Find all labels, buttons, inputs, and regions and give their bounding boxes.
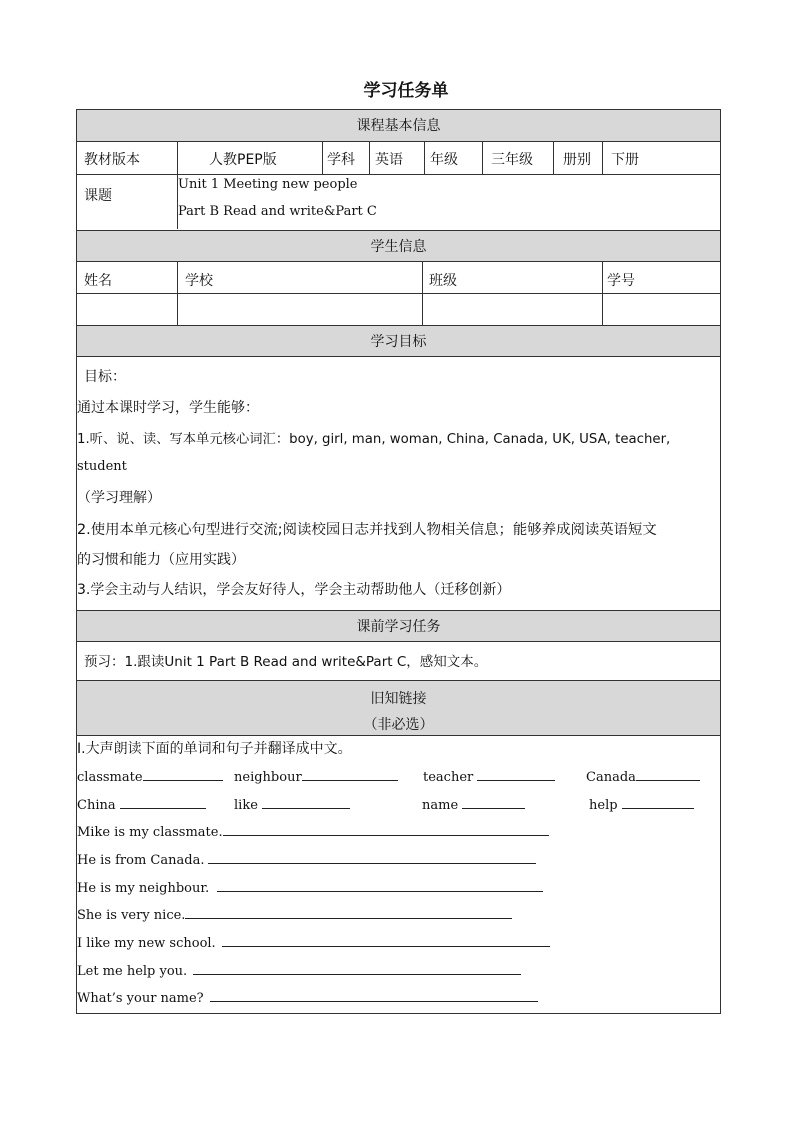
goal-item-1-level: （学习理解） <box>77 490 161 506</box>
translation-blank[interactable] <box>185 906 512 919</box>
word-item: China <box>77 796 206 813</box>
section-header-review <box>77 681 720 736</box>
grade-value: 三年级 <box>491 152 533 168</box>
review-instruction: I.大声朗读下面的单词和句子并翻译成中文。 <box>77 741 352 757</box>
student-class-field[interactable] <box>423 294 601 324</box>
student-id-label: 学号 <box>607 273 635 289</box>
student-name-field[interactable] <box>78 294 176 324</box>
goal-item-1: 1.听、说、读、写本单元核心词汇：boy, girl, man, woman, China, Canada, UK, USA, teacher, <box>77 432 671 447</box>
topic-line-1: Unit 1 Meeting new people <box>178 177 358 192</box>
sentence-item: Let me help you. <box>77 962 521 979</box>
goals-heading: 目标： <box>84 369 126 385</box>
student-id-field[interactable] <box>603 294 719 324</box>
goals-intro: 通过本课时学习，学生能够： <box>77 400 259 416</box>
word-item: classmate <box>77 768 223 785</box>
edition-value: 人教PEP版 <box>209 152 277 168</box>
word-item: name <box>422 796 525 813</box>
goal-item-1-cont: student <box>77 459 127 474</box>
translation-blank[interactable] <box>217 879 543 892</box>
section-header-pre-task <box>77 610 720 642</box>
section-header-goals <box>77 325 720 357</box>
translation-blank[interactable] <box>120 796 206 809</box>
student-school-label: 学校 <box>185 273 213 289</box>
translation-blank[interactable] <box>143 768 223 781</box>
translation-blank[interactable] <box>622 796 694 809</box>
translation-blank[interactable] <box>223 823 549 836</box>
translation-blank[interactable] <box>193 962 521 975</box>
student-school-field[interactable] <box>178 294 421 324</box>
student-name-label: 姓名 <box>84 273 112 289</box>
topic-line-2: Part B Read and write&Part C <box>178 204 377 219</box>
volume-label: 册别 <box>563 152 591 168</box>
subject-value: 英语 <box>375 152 403 168</box>
section-header-student-info <box>77 230 720 262</box>
section-title: 学习目标 <box>370 334 427 350</box>
section-title: 课程基本信息 <box>356 118 441 134</box>
sentence-item: She is very nice. <box>77 906 512 923</box>
subject-label: 学科 <box>327 152 355 168</box>
task-sheet-table <box>76 109 721 1014</box>
sentence-item: What’s your name? <box>77 989 538 1006</box>
sentence-item: He is my neighbour. <box>77 879 543 896</box>
translation-blank[interactable] <box>462 796 525 809</box>
word-item: teacher <box>423 768 555 785</box>
section-header-basic-info <box>77 110 720 142</box>
word-item: like <box>234 796 350 813</box>
translation-blank[interactable] <box>208 851 536 864</box>
translation-blank[interactable] <box>636 768 700 781</box>
section-title: 课前学习任务 <box>356 619 441 635</box>
section-note: （非必选） <box>363 717 434 733</box>
translation-blank[interactable] <box>210 989 538 1002</box>
translation-blank[interactable] <box>222 934 550 947</box>
translation-blank[interactable] <box>302 768 398 781</box>
sentence-item: He is from Canada. <box>77 851 536 868</box>
translation-blank[interactable] <box>477 768 555 781</box>
grade-label: 年级 <box>430 152 458 168</box>
word-item: neighbour <box>234 768 398 785</box>
goal-item-3: 3.学会主动与人结识，学会友好待人，学会主动帮助他人（迁移创新） <box>77 582 511 598</box>
sentence-item: Mike is my classmate. <box>77 823 549 840</box>
topic-label: 课题 <box>84 188 112 204</box>
section-title: 旧知链接 <box>370 691 427 707</box>
pre-task-text: 预习：1.跟读Unit 1 Part B Read and write&Part C，感知文本。 <box>84 654 488 670</box>
word-item: Canada <box>586 768 700 785</box>
word-item: help <box>589 796 694 813</box>
sentence-item: I like my new school. <box>77 934 550 951</box>
volume-value: 下册 <box>611 152 639 168</box>
section-title: 学生信息 <box>370 239 427 255</box>
page-title: 学习任务单 <box>363 81 449 101</box>
goal-item-2-cont: 的习惯和能力（应用实践） <box>77 552 245 568</box>
goal-item-2: 2.使用本单元核心句型进行交流;阅读校园日志并找到人物相关信息；能够养成阅读英语短文 <box>77 522 657 538</box>
student-class-label: 班级 <box>429 273 457 289</box>
translation-blank[interactable] <box>262 796 350 809</box>
edition-label: 教材版本 <box>84 152 140 168</box>
